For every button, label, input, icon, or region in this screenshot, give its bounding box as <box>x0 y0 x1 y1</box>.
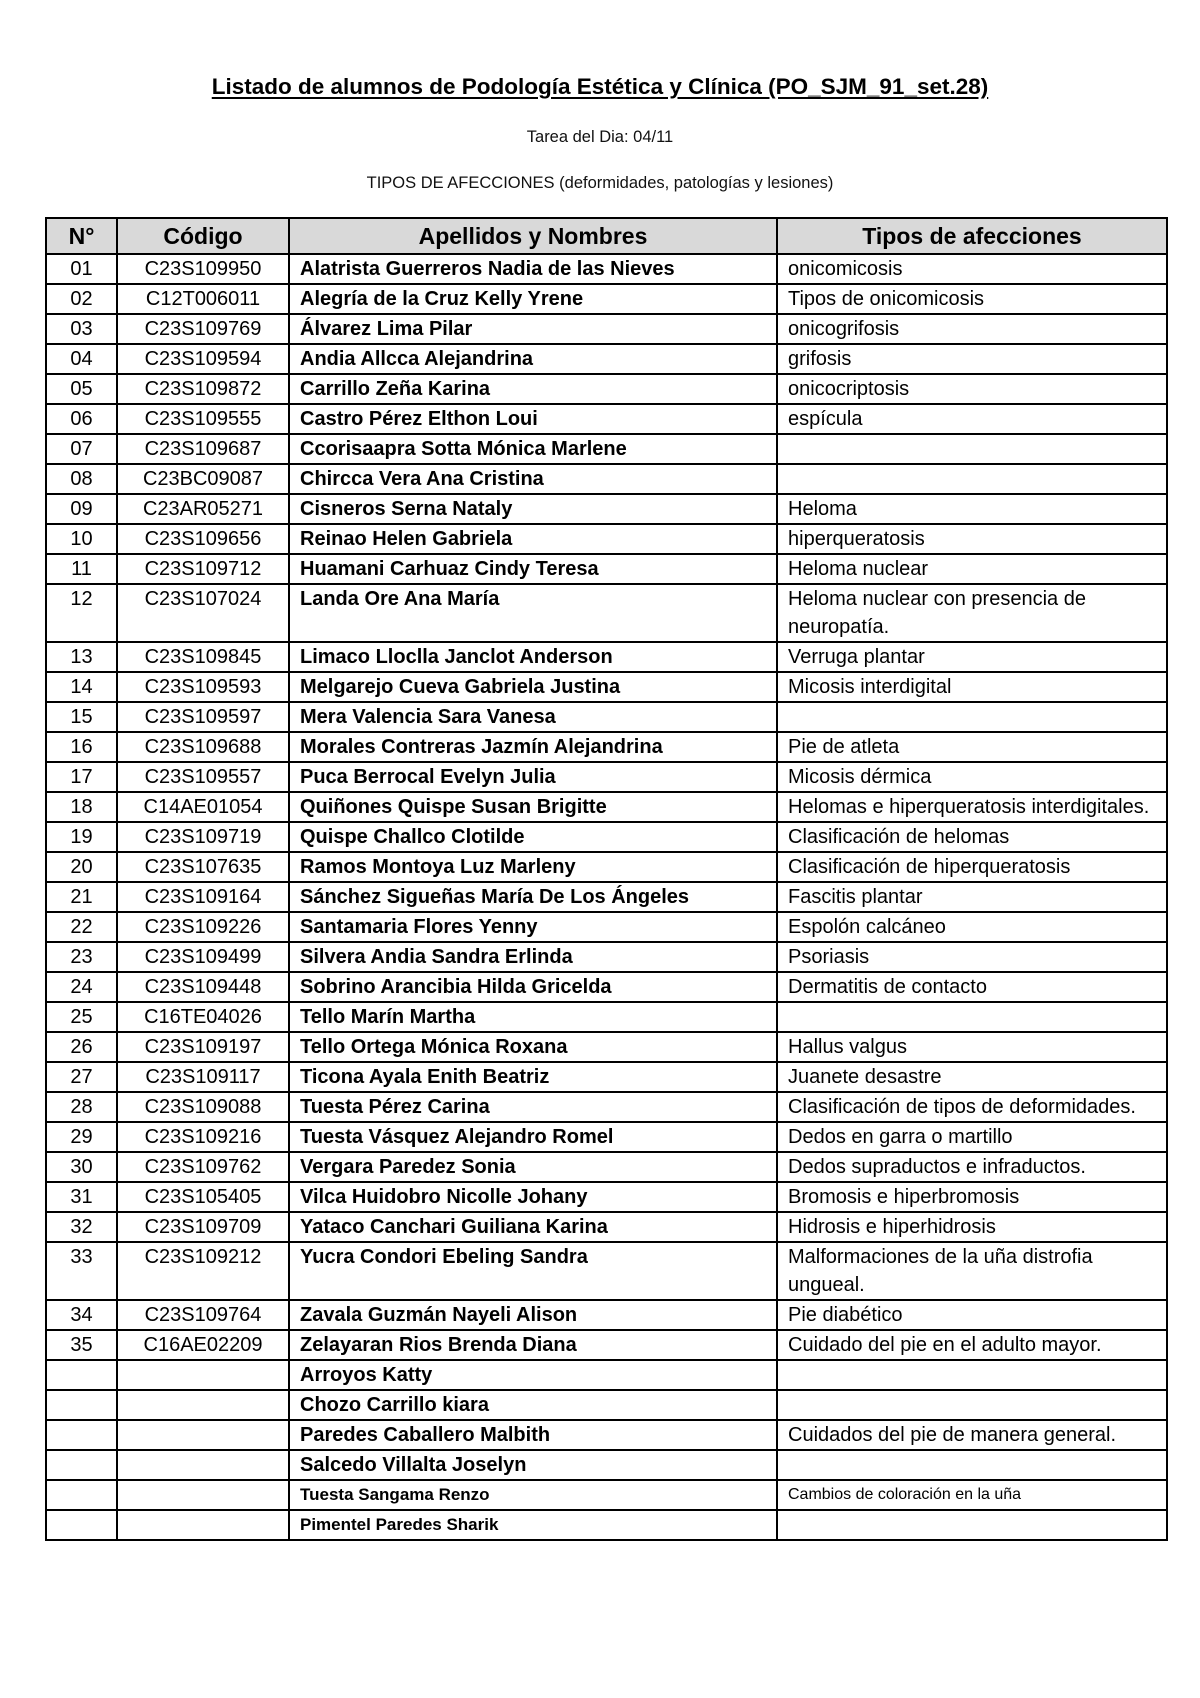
affection-type-cell: Verruga plantar <box>777 642 1167 672</box>
table-row <box>46 1122 1167 1152</box>
student-name-cell: Zelayaran Rios Brenda Diana <box>289 1330 777 1360</box>
row-number-cell: 01 <box>46 254 117 284</box>
affection-type-cell: onicogrifosis <box>777 314 1167 344</box>
student-name-cell: Ramos Montoya Luz Marleny <box>289 852 777 882</box>
student-code-cell: C23S109448 <box>117 972 289 1002</box>
student-name-cell: Tuesta Vásquez Alejandro Romel <box>289 1122 777 1152</box>
student-code-cell: C23S109719 <box>117 822 289 852</box>
student-name-cell: Pimentel Paredes Sharik <box>289 1510 777 1540</box>
student-code-cell: C23S107024 <box>117 584 289 642</box>
row-number-cell <box>46 1420 117 1450</box>
affection-type-cell: grifosis <box>777 344 1167 374</box>
column-header-number: N° <box>46 218 117 254</box>
student-code-cell: C23S109950 <box>117 254 289 284</box>
student-code-cell: C23S109845 <box>117 642 289 672</box>
table-row <box>46 1092 1167 1122</box>
row-number-cell: 05 <box>46 374 117 404</box>
affection-type-cell: onicomicosis <box>777 254 1167 284</box>
student-code-cell: C23S109764 <box>117 1300 289 1330</box>
row-number-cell: 33 <box>46 1242 117 1300</box>
affection-type-cell: Dermatitis de contacto <box>777 972 1167 1002</box>
student-name-cell: Vergara Paredez Sonia <box>289 1152 777 1182</box>
affection-type-cell <box>777 1002 1167 1032</box>
row-number-cell: 22 <box>46 912 117 942</box>
student-code-cell: C23S109226 <box>117 912 289 942</box>
student-code-cell: C23S109197 <box>117 1032 289 1062</box>
column-header-code: Código <box>117 218 289 254</box>
student-name-cell: Quiñones Quispe Susan Brigitte <box>289 792 777 822</box>
student-code-cell: C23S109557 <box>117 762 289 792</box>
table-row <box>46 494 1167 524</box>
table-row <box>46 1062 1167 1092</box>
student-name-cell: Santamaria Flores Yenny <box>289 912 777 942</box>
affection-type-cell: Pie diabético <box>777 1300 1167 1330</box>
row-number-cell <box>46 1360 117 1390</box>
table-row <box>46 1480 1167 1510</box>
student-code-cell: C23S109687 <box>117 434 289 464</box>
student-name-cell: Chozo Carrillo kiara <box>289 1390 777 1420</box>
student-code-cell: C23S109212 <box>117 1242 289 1300</box>
student-name-cell: Sobrino Arancibia Hilda Gricelda <box>289 972 777 1002</box>
student-code-cell: C23S109597 <box>117 702 289 732</box>
row-number-cell: 18 <box>46 792 117 822</box>
student-name-cell: Landa Ore Ana María <box>289 584 777 642</box>
table-body <box>46 254 1167 1540</box>
student-name-cell: Ccorisaapra Sotta Mónica Marlene <box>289 434 777 464</box>
affection-type-cell: Psoriasis <box>777 942 1167 972</box>
row-number-cell <box>46 1510 117 1540</box>
row-number-cell: 35 <box>46 1330 117 1360</box>
student-name-cell: Yataco Canchari Guiliana Karina <box>289 1212 777 1242</box>
table-row <box>46 1330 1167 1360</box>
table-row <box>46 1360 1167 1390</box>
row-number-cell: 27 <box>46 1062 117 1092</box>
row-number-cell: 31 <box>46 1182 117 1212</box>
affection-type-cell: Clasificación de helomas <box>777 822 1167 852</box>
student-code-cell <box>117 1390 289 1420</box>
student-code-cell: C23BC09087 <box>117 464 289 494</box>
table-row <box>46 1242 1167 1300</box>
table-row <box>46 1390 1167 1420</box>
table-row <box>46 434 1167 464</box>
affection-type-cell <box>777 1390 1167 1420</box>
row-number-cell: 23 <box>46 942 117 972</box>
student-name-cell: Limaco Lloclla Janclot Anderson <box>289 642 777 672</box>
student-name-cell: Tuesta Sangama Renzo <box>289 1480 777 1510</box>
row-number-cell: 15 <box>46 702 117 732</box>
student-name-cell: Tello Marín Martha <box>289 1002 777 1032</box>
affection-type-cell: Clasificación de tipos de deformidades. <box>777 1092 1167 1122</box>
row-number-cell: 06 <box>46 404 117 434</box>
table-row <box>46 1450 1167 1480</box>
students-table <box>45 217 1168 1541</box>
student-code-cell: C23S109594 <box>117 344 289 374</box>
affection-type-cell: Cuidados del pie de manera general. <box>777 1420 1167 1450</box>
student-code-cell: C23S109088 <box>117 1092 289 1122</box>
student-name-cell: Vilca Huidobro Nicolle Johany <box>289 1182 777 1212</box>
table-row <box>46 1300 1167 1330</box>
row-number-cell <box>46 1450 117 1480</box>
row-number-cell: 14 <box>46 672 117 702</box>
table-row <box>46 1510 1167 1540</box>
student-name-cell: Castro Pérez Elthon Loui <box>289 404 777 434</box>
row-number-cell: 25 <box>46 1002 117 1032</box>
row-number-cell: 11 <box>46 554 117 584</box>
affection-type-cell: Dedos supraductos e infraductos. <box>777 1152 1167 1182</box>
affection-type-cell: Helomas e hiperqueratosis interdigitales. <box>777 792 1167 822</box>
student-name-cell: Puca Berrocal Evelyn Julia <box>289 762 777 792</box>
student-name-cell: Reinao Helen Gabriela <box>289 524 777 554</box>
table-row <box>46 344 1167 374</box>
table-row <box>46 314 1167 344</box>
affection-type-cell: hiperqueratosis <box>777 524 1167 554</box>
affection-type-cell: Heloma nuclear <box>777 554 1167 584</box>
student-code-cell: C23AR05271 <box>117 494 289 524</box>
student-name-cell: Carrillo Zeña Karina <box>289 374 777 404</box>
table-row <box>46 1212 1167 1242</box>
student-code-cell: C23S109762 <box>117 1152 289 1182</box>
student-code-cell: C16TE04026 <box>117 1002 289 1032</box>
student-name-cell: Zavala Guzmán Nayeli Alison <box>289 1300 777 1330</box>
affection-type-cell: Heloma <box>777 494 1167 524</box>
table-row <box>46 374 1167 404</box>
affection-type-cell: Malformaciones de la uña distrofia ungueal. <box>777 1242 1167 1300</box>
affection-type-cell: Hallus valgus <box>777 1032 1167 1062</box>
affection-type-cell: Cambios de coloración en la uña <box>777 1480 1167 1510</box>
table-row <box>46 852 1167 882</box>
student-name-cell: Andia Allcca Alejandrina <box>289 344 777 374</box>
table-row <box>46 284 1167 314</box>
student-code-cell: C23S109593 <box>117 672 289 702</box>
row-number-cell: 03 <box>46 314 117 344</box>
affection-type-cell: Dedos en garra o martillo <box>777 1122 1167 1152</box>
table-row <box>46 732 1167 762</box>
student-code-cell: C23S109117 <box>117 1062 289 1092</box>
student-name-cell: Quispe Challco Clotilde <box>289 822 777 852</box>
student-code-cell: C14AE01054 <box>117 792 289 822</box>
row-number-cell: 10 <box>46 524 117 554</box>
student-code-cell: C23S109712 <box>117 554 289 584</box>
student-code-cell: C23S109709 <box>117 1212 289 1242</box>
row-number-cell: 19 <box>46 822 117 852</box>
student-name-cell: Álvarez Lima Pilar <box>289 314 777 344</box>
student-code-cell: C23S109164 <box>117 882 289 912</box>
affection-type-cell <box>777 1510 1167 1540</box>
affection-type-cell <box>777 434 1167 464</box>
table-row <box>46 642 1167 672</box>
column-header-name: Apellidos y Nombres <box>289 218 777 254</box>
table-row <box>46 254 1167 284</box>
student-code-cell: C12T006011 <box>117 284 289 314</box>
row-number-cell: 09 <box>46 494 117 524</box>
affection-type-cell: Espolón calcáneo <box>777 912 1167 942</box>
row-number-cell: 29 <box>46 1122 117 1152</box>
row-number-cell: 24 <box>46 972 117 1002</box>
column-header-affection: Tipos de afecciones <box>777 218 1167 254</box>
student-name-cell: Cisneros Serna Nataly <box>289 494 777 524</box>
row-number-cell: 13 <box>46 642 117 672</box>
student-name-cell: Mera Valencia Sara Vanesa <box>289 702 777 732</box>
row-number-cell <box>46 1390 117 1420</box>
affection-type-cell <box>777 1360 1167 1390</box>
row-number-cell: 16 <box>46 732 117 762</box>
student-code-cell <box>117 1360 289 1390</box>
row-number-cell: 26 <box>46 1032 117 1062</box>
table-row <box>46 912 1167 942</box>
student-name-cell: Alatrista Guerreros Nadia de las Nieves <box>289 254 777 284</box>
student-name-cell: Sánchez Sigueñas María De Los Ángeles <box>289 882 777 912</box>
row-number-cell <box>46 1480 117 1510</box>
student-code-cell <box>117 1480 289 1510</box>
student-name-cell: Chircca Vera Ana Cristina <box>289 464 777 494</box>
student-name-cell: Silvera Andia Sandra Erlinda <box>289 942 777 972</box>
table-row <box>46 762 1167 792</box>
row-number-cell: 21 <box>46 882 117 912</box>
table-row <box>46 972 1167 1002</box>
student-name-cell: Yucra Condori Ebeling Sandra <box>289 1242 777 1300</box>
student-code-cell: C23S109656 <box>117 524 289 554</box>
student-code-cell: C23S107635 <box>117 852 289 882</box>
student-name-cell: Melgarejo Cueva Gabriela Justina <box>289 672 777 702</box>
student-code-cell: C23S109769 <box>117 314 289 344</box>
student-name-cell: Tuesta Pérez Carina <box>289 1092 777 1122</box>
row-number-cell: 32 <box>46 1212 117 1242</box>
table-row <box>46 1182 1167 1212</box>
table-header-row <box>46 218 1167 254</box>
task-date: Tarea del Dia: 04/11 <box>526 128 674 146</box>
document-title: Listado de alumnos de Podología Estética y Clínica (PO_SJM_91_set.28) <box>211 74 989 99</box>
affection-type-cell: Clasificación de hiperqueratosis <box>777 852 1167 882</box>
affection-type-cell: Fascitis plantar <box>777 882 1167 912</box>
affection-type-cell <box>777 464 1167 494</box>
affection-type-cell: Tipos de onicomicosis <box>777 284 1167 314</box>
student-code-cell <box>117 1420 289 1450</box>
student-name-cell: Arroyos Katty <box>289 1360 777 1390</box>
row-number-cell: 02 <box>46 284 117 314</box>
table-row <box>46 524 1167 554</box>
affection-type-cell: Micosis dérmica <box>777 762 1167 792</box>
affection-type-cell: Juanete desastre <box>777 1062 1167 1092</box>
table-row <box>46 1420 1167 1450</box>
table-row <box>46 404 1167 434</box>
student-code-cell: C23S109499 <box>117 942 289 972</box>
table-row <box>46 702 1167 732</box>
affection-type-cell <box>777 1450 1167 1480</box>
row-number-cell: 28 <box>46 1092 117 1122</box>
affection-type-cell: Heloma nuclear con presencia de neuropatía. <box>777 584 1167 642</box>
row-number-cell: 17 <box>46 762 117 792</box>
table-row <box>46 942 1167 972</box>
affection-type-cell: espícula <box>777 404 1167 434</box>
student-code-cell: C23S109216 <box>117 1122 289 1152</box>
table-row <box>46 672 1167 702</box>
student-name-cell: Salcedo Villalta Joselyn <box>289 1450 777 1480</box>
student-code-cell <box>117 1450 289 1480</box>
student-name-cell: Paredes Caballero Malbith <box>289 1420 777 1450</box>
row-number-cell: 04 <box>46 344 117 374</box>
row-number-cell: 08 <box>46 464 117 494</box>
affection-type-cell <box>777 702 1167 732</box>
student-code-cell: C16AE02209 <box>117 1330 289 1360</box>
row-number-cell: 20 <box>46 852 117 882</box>
row-number-cell: 34 <box>46 1300 117 1330</box>
affection-type-cell: Micosis interdigital <box>777 672 1167 702</box>
table-row <box>46 792 1167 822</box>
table-row <box>46 822 1167 852</box>
student-name-cell: Morales Contreras Jazmín Alejandrina <box>289 732 777 762</box>
table-row <box>46 554 1167 584</box>
student-code-cell: C23S109872 <box>117 374 289 404</box>
section-heading: TIPOS DE AFECCIONES (deformidades, patologías y lesiones) <box>366 174 834 192</box>
affection-type-cell: Bromosis e hiperbromosis <box>777 1182 1167 1212</box>
table-row <box>46 1032 1167 1062</box>
table-row <box>46 464 1167 494</box>
student-name-cell: Huamani Carhuaz Cindy Teresa <box>289 554 777 584</box>
student-code-cell <box>117 1510 289 1540</box>
student-code-cell: C23S109688 <box>117 732 289 762</box>
affection-type-cell: Cuidado del pie en el adulto mayor. <box>777 1330 1167 1360</box>
affection-type-cell: Pie de atleta <box>777 732 1167 762</box>
table-row <box>46 1152 1167 1182</box>
affection-type-cell: Hidrosis e hiperhidrosis <box>777 1212 1167 1242</box>
row-number-cell: 07 <box>46 434 117 464</box>
table-row <box>46 1002 1167 1032</box>
student-name-cell: Tello Ortega Mónica Roxana <box>289 1032 777 1062</box>
student-code-cell: C23S109555 <box>117 404 289 434</box>
row-number-cell: 12 <box>46 584 117 642</box>
student-code-cell: C23S105405 <box>117 1182 289 1212</box>
table-row <box>46 584 1167 642</box>
table-row <box>46 882 1167 912</box>
affection-type-cell: onicocriptosis <box>777 374 1167 404</box>
student-name-cell: Ticona Ayala Enith Beatriz <box>289 1062 777 1092</box>
row-number-cell: 30 <box>46 1152 117 1182</box>
student-name-cell: Alegría de la Cruz Kelly Yrene <box>289 284 777 314</box>
